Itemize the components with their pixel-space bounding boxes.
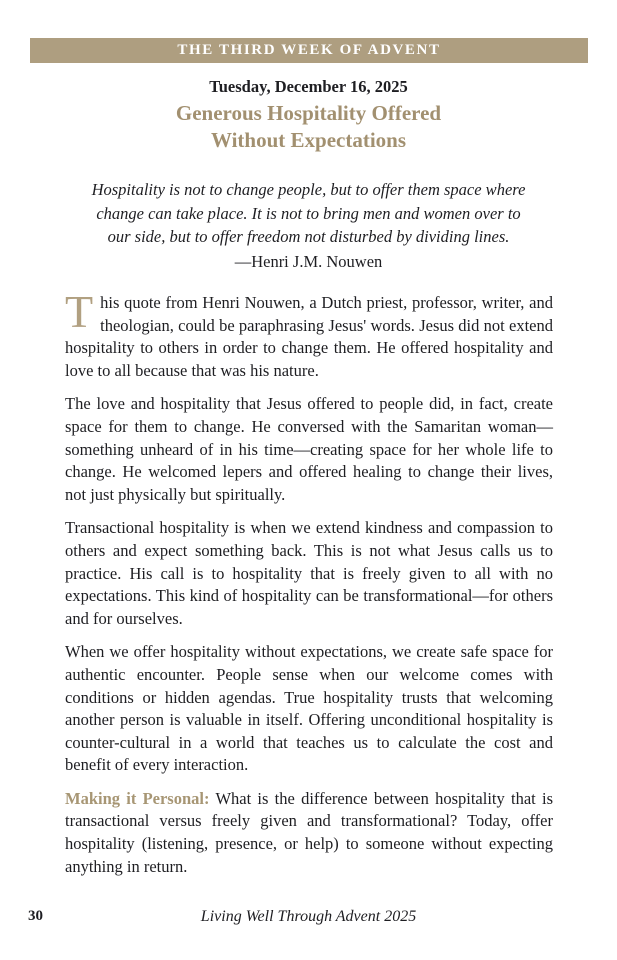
drop-cap: T [65,286,94,337]
paragraph-text: his quote from Henri Nouwen, a Dutch priest, professor, writer, and theologian, could be paraphrasing Jesus' words. Jesus did not extend hospitality to others in order to change them. He offered hospitality and love to all because that was his nature. [65,293,553,380]
quote-line: Hospitality is not to change people, but to offer them space where [91,180,526,199]
footer-page-number: 30 [28,908,43,924]
making-it-personal-lead: Making it Personal: [65,788,210,808]
date-heading: Tuesday, December 16, 2025 [209,77,408,96]
body-paragraph: The love and hospitality that Jesus offered to people did, in fact, create space for them to change. He conversed with the Samaritan woman—something unheard of in his time—creating space for her whole life to change. He welcomed lepers and offered healing to change their lives, not just physically but spiritually. [65,394,553,504]
quote-attribution: —Henri J.M. Nouwen [234,251,383,271]
paragraph-text: What is the difference between hospitality that is transactional versus freely given and transformational? Today, offer hospitality (listening, presence, or help) to someone without expecting anything in return. [65,788,553,876]
footer-book-title: Living Well Through Advent 2025 [200,908,417,925]
week-banner: THE THIRD WEEK OF ADVENT [30,38,588,63]
body-paragraph: Transactional hospitality is when we extend kindness and compassion to others and expect something back. This is not what Jesus calls us to practice. His call is to hospitality that is freely given to all with no expectations. This kind of hospitality can be transformational—for others and for ourselves. [65,518,553,628]
quote-line: change can take place. It is not to bring men and women over to [96,203,521,223]
body-paragraph [65,788,553,878]
page-footer [0,908,617,930]
quote-line: our side, but to offer freedom not disturbed by dividing lines. [107,227,510,246]
body-paragraph [65,286,553,382]
page-title-line1: Generous Hospitality Offered [175,101,442,125]
body-paragraph: When we offer hospitality without expectations, we create safe space for authentic encounter. People sense when our welcome comes with conditions or hidden agendas. True hospitality trusts that welcoming another person is valuable in itself. Offering unconditional hospitality is counter-cultural in a world that teaches us to calculate the cost and benefit of every interaction. [65,642,553,775]
epigraph-quote [78,178,539,273]
body-text [65,286,553,889]
page-title-line2: Without Expectations [210,128,407,152]
page-title [0,100,617,154]
